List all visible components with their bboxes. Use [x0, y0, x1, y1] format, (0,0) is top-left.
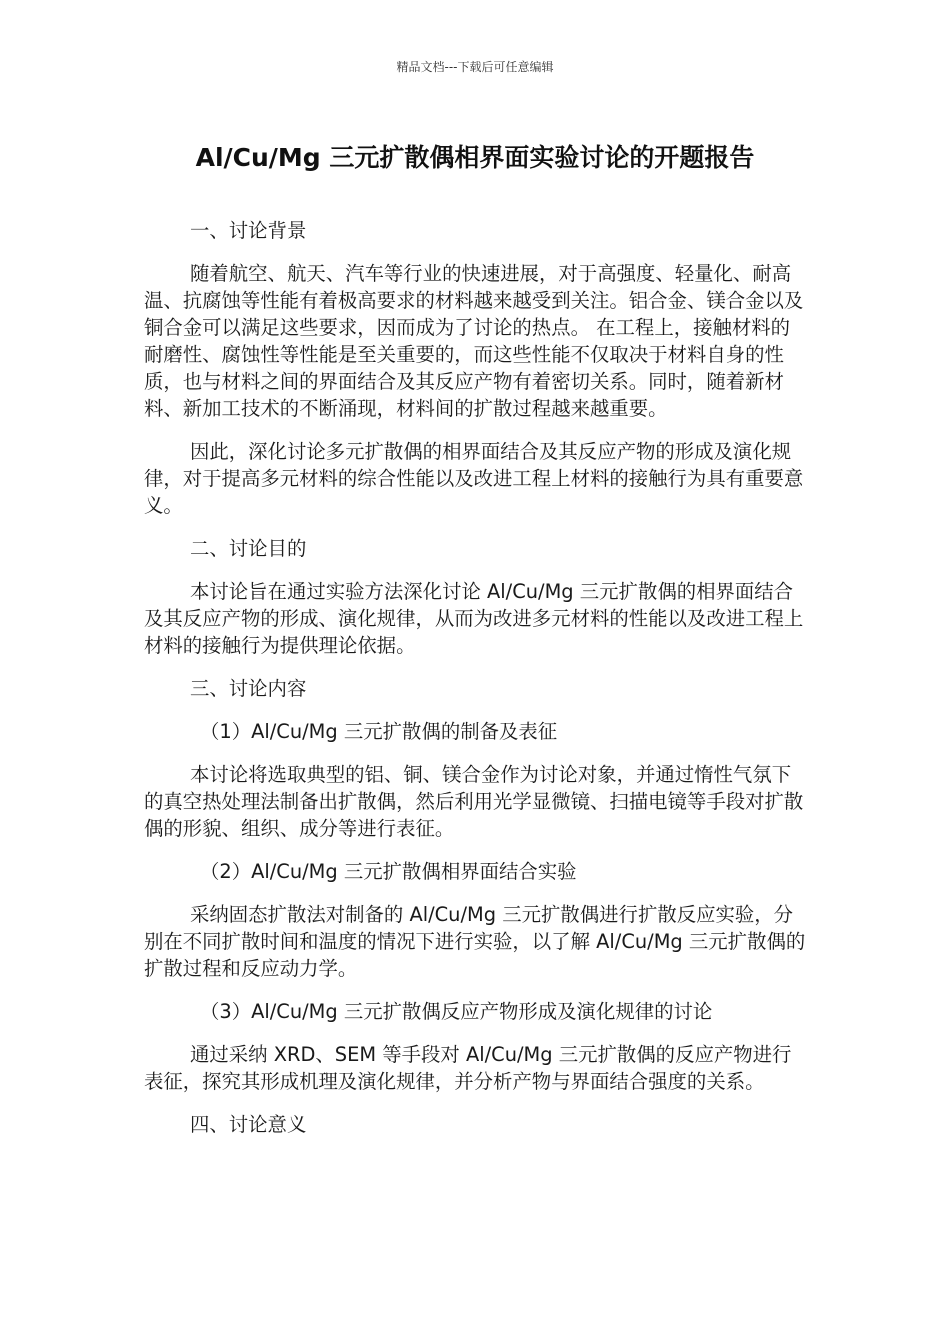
header-note: 精品文档---下载后可任意编辑: [396, 60, 554, 74]
subheading-item-3: （3）Al/Cu/Mg 三元扩散偶反应产物形成及演化规律的讨论: [200, 1000, 713, 1023]
subheading-item-1: （1）Al/Cu/Mg 三元扩散偶的制备及表征: [200, 720, 558, 743]
paragraph-purpose: 本讨论旨在通过实验方法深化讨论 Al/Cu/Mg 三元扩散偶的相界面结合及其反应产物的形成、演化规律，从而为改进多元材料的性能以及改进工程上材料的接触行为提供理论依据。: [144, 580, 804, 657]
paragraph-item-1: 本讨论将选取典型的铝、铜、镁合金作为讨论对象，并通过惰性气氛下的真空热处理法制备出扩散偶，然后利用光学显微镜、扫描电镜等手段对扩散偶的形貌、组织、成分等进行表征。: [144, 763, 804, 840]
document-title: Al/Cu/Mg 三元扩散偶相界面实验讨论的开题报告: [195, 143, 755, 172]
subheading-item-2: （2）Al/Cu/Mg 三元扩散偶相界面结合实验: [200, 860, 577, 883]
section-heading-background: 一、讨论背景: [190, 219, 307, 242]
section-heading-content: 三、讨论内容: [190, 677, 307, 700]
paragraph-background-2: 因此，深化讨论多元扩散偶的相界面结合及其反应产物的形成及演化规律，对于提高多元材料的综合性能以及改进工程上材料的接触行为具有重要意义。: [144, 440, 804, 517]
document-body: [144, 214, 808, 1138]
section-heading-purpose: 二、讨论目的: [190, 537, 307, 560]
paragraph-item-3: 通过采纳 XRD、SEM 等手段对 Al/Cu/Mg 三元扩散偶的反应产物进行表征，探究其形成机理及演化规律，并分析产物与界面结合强度的关系。: [144, 1043, 792, 1093]
paragraph-item-2: 采纳固态扩散法对制备的 Al/Cu/Mg 三元扩散偶进行扩散反应实验，分别在不同扩散时间和温度的情况下进行实验，以了解 Al/Cu/Mg 三元扩散偶的扩散过程和反应动力学。: [144, 903, 806, 980]
paragraph-background-1: 随着航空、航天、汽车等行业的快速进展，对于高强度、轻量化、耐高温、抗腐蚀等性能有着极高要求的材料越来越受到关注。铝合金、镁合金以及铜合金可以满足这些要求，因而成为了讨论的热点。 在工程上，接触材料的耐磨性、腐蚀性等性能是至关重要的，而这些性能不仅取决于材料自身的性质，也与材料之间的界面结合及其反应产物有着密切关系。同时，随着新材料、新加工技术的不断涌现，材料间的扩散过程越来越重要。: [144, 262, 804, 420]
section-heading-significance: 四、讨论意义: [190, 1113, 307, 1136]
